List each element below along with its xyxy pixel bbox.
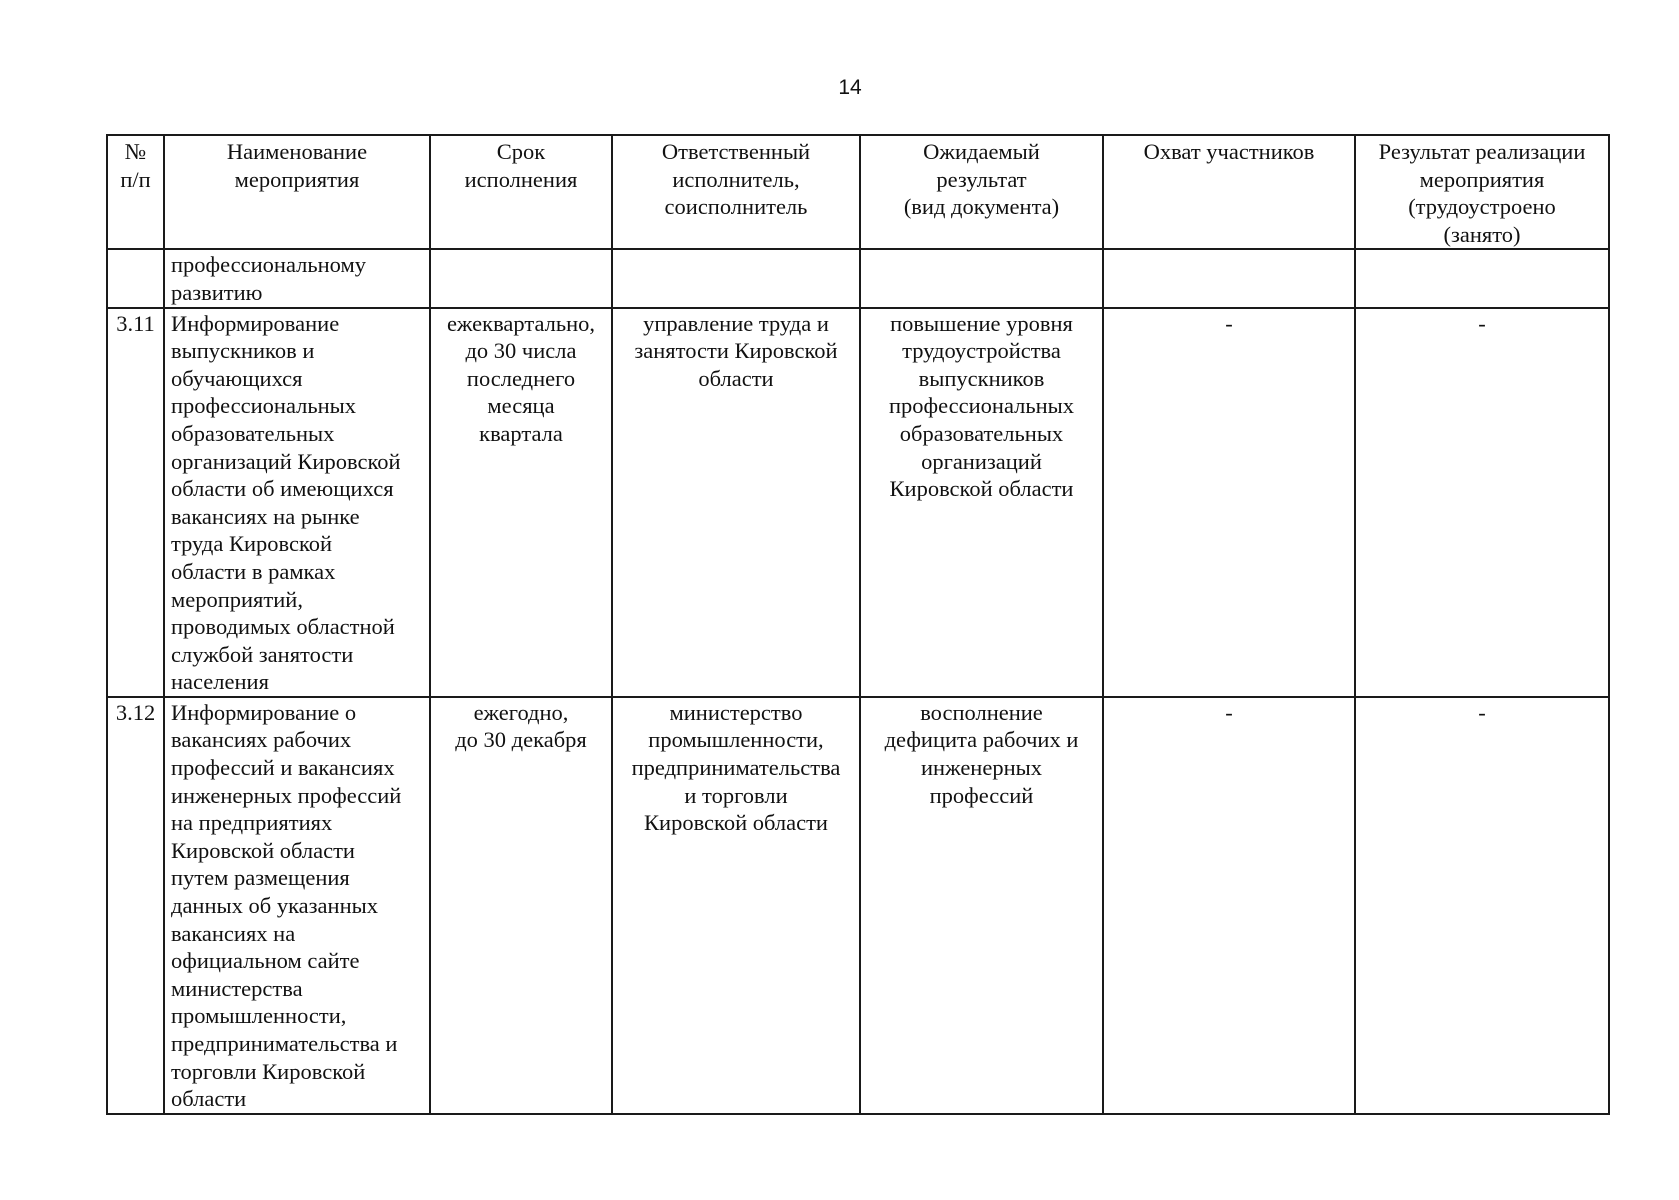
row-deadline: [430, 249, 612, 307]
table-row: [107, 697, 1609, 1114]
header-result: Результат реализации мероприятия (трудоустроено (занято): [1355, 135, 1609, 249]
row-result: [1355, 249, 1609, 307]
row-name: Информирование выпускников и обучающихся профессиональных образовательных организаций Кировской области об имеющихся вакансиях на рынке труда Кировской области в рамках мероприятий, проводимых областной службой занятости населения: [164, 308, 430, 697]
header-deadline: Срок исполнения: [430, 135, 612, 249]
header-expected-result: Ожидаемый результат (вид документа): [860, 135, 1103, 249]
row-name: Информирование о вакансиях рабочих профессий и вакансиях инженерных профессий на предприятиях Кировской области путем размещения данных об указанных вакансиях на официальном сайте министерства промышленности, предпринимательства и торговли Кировской области: [164, 697, 430, 1114]
row-expected: повышение уровня трудоустройства выпускников профессиональных образовательных организаций Кировской области: [860, 308, 1103, 697]
header-name: Наименование мероприятия: [164, 135, 430, 249]
header-num: № п/п: [107, 135, 164, 249]
row-num: 3.11: [107, 308, 164, 697]
row-num: 3.12: [107, 697, 164, 1114]
row-result: -: [1355, 697, 1609, 1114]
row-result: -: [1355, 308, 1609, 697]
row-name: профессиональному развитию: [164, 249, 430, 307]
header-coverage: Охват участников: [1103, 135, 1355, 249]
table-row: [107, 249, 1609, 307]
row-coverage: -: [1103, 697, 1355, 1114]
activities-table: [106, 134, 1610, 1115]
row-responsible: управление труда и занятости Кировской области: [612, 308, 860, 697]
row-responsible: [612, 249, 860, 307]
row-expected: [860, 249, 1103, 307]
table-row: [107, 308, 1609, 697]
row-expected: восполнение дефицита рабочих и инженерных профессий: [860, 697, 1103, 1114]
row-coverage: -: [1103, 308, 1355, 697]
page-number: 14: [838, 76, 862, 99]
row-deadline: ежеквартально, до 30 числа последнего месяца квартала: [430, 308, 612, 697]
row-coverage: [1103, 249, 1355, 307]
row-responsible: министерство промышленности, предпринимательства и торговли Кировской области: [612, 697, 860, 1114]
header-responsible: Ответственный исполнитель, соисполнитель: [612, 135, 860, 249]
table-header-row: [107, 135, 1609, 249]
row-num: [107, 249, 164, 307]
row-deadline: ежегодно, до 30 декабря: [430, 697, 612, 1114]
